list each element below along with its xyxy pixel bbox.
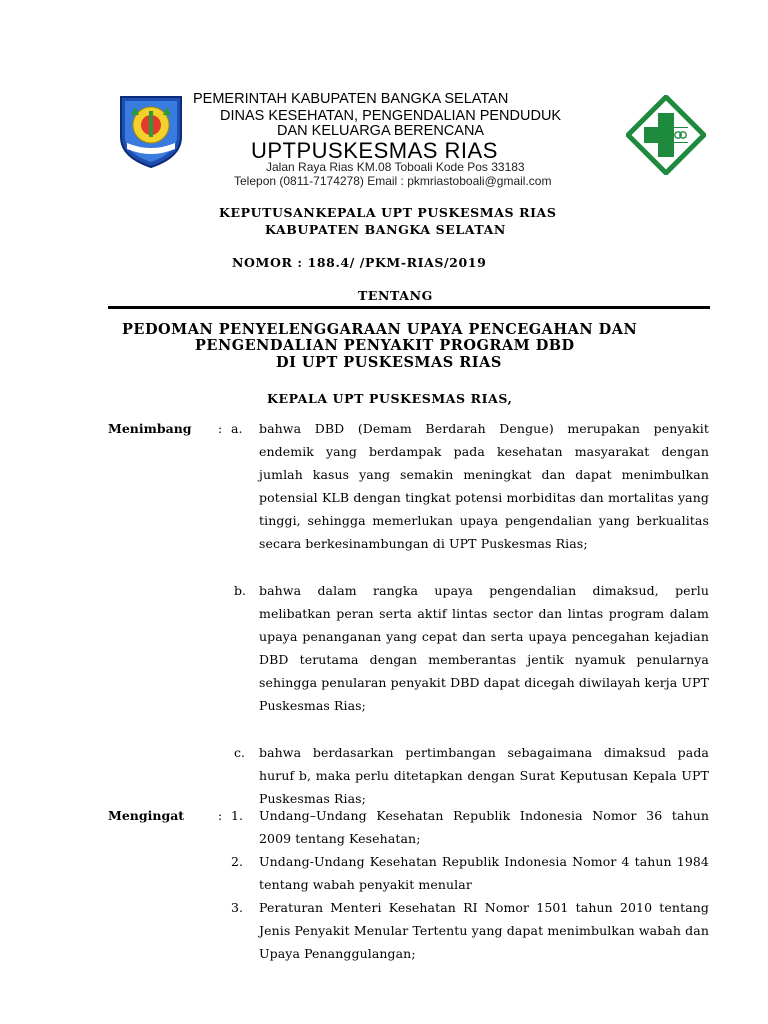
item-text: bahwa DBD (Demam Berdarah Dengue) merupakan penyakit endemik yang berdampak pada kesehatan masyarakat dengan jumlah kasus yang semakin meningkat dan dapat menimbulkan potensial KLB dengan tingkat potensi morbiditas dan mortalitas yang tinggi, sehingga memerlukan upaya pengendalian yang berkualitas secara berkesinambungan di UPT Puskesmas Rias; (259, 421, 709, 552)
decree-about: TENTANG (358, 288, 433, 303)
item-text: Undang–Undang Kesehatan Republik Indonesia Nomor 36 tahun 2009 tentang Kesehatan; (259, 808, 709, 847)
decree-heading-2: KABUPATEN BANGKA SELATAN (265, 222, 506, 237)
puskesmas-logo (626, 95, 706, 175)
item-marker: a. (231, 421, 243, 436)
item-text: bahwa berdasarkan pertimbangan sebagaimana dimaksud pada huruf b, maka perlu ditetapkan dengan Surat Keputusan Kepala UPT Puskesmas Rias; (259, 745, 709, 807)
item-marker: 3. (231, 900, 243, 915)
decree-number: NOMOR : 188.4/ /PKM-RIAS/2019 (232, 255, 487, 270)
address-line: Jalan Raya Rias KM.08 Toboali Kode Pos 33183 (266, 160, 525, 174)
item-text: Peraturan Menteri Kesehatan RI Nomor 1501 tahun 2010 tentang Jenis Penyakit Menular Tertentu yang dapat menimbulkan wabah dan Upaya Penanggulangan; (259, 900, 709, 962)
institution-name: UPTPUSKESMAS RIAS (251, 138, 498, 163)
title-line-2: PENGENDALIAN PENYAKIT PROGRAM DBD (195, 337, 575, 354)
item-marker: 2. (231, 854, 243, 869)
menimbang-colon: : (218, 421, 223, 436)
item-marker: b. (234, 583, 246, 598)
title-line-1: PEDOMAN PENYELENGGARAAN UPAYA PENCEGAHAN DAN (122, 321, 638, 338)
list-item (259, 579, 709, 718)
list-item (259, 850, 709, 896)
bangka-selatan-logo (113, 93, 189, 169)
item-marker: c. (234, 745, 245, 760)
gov-line-2: DINAS KESEHATAN, PENGENDALIAN PENDUDUK (220, 108, 562, 124)
puskesmas-cross-icon (626, 95, 706, 175)
list-item (259, 896, 709, 965)
list-item (259, 741, 709, 810)
item-text: bahwa dalam rangka upaya pengendalian dimaksud, perlu melibatkan peran serta aktif lintas sector dan lintas program dalam upaya penanganan yang cepat dan serta upaya pencegahan kejadian DBD terutama dengan memberantas jentik nyamuk penularnya sehingga penularan penyakit DBD dapat dicegah diwilayah kerja UPT Puskesmas Rias; (259, 583, 709, 714)
header-divider (108, 306, 710, 309)
regency-emblem-icon (113, 93, 189, 169)
item-text: Undang-Undang Kesehatan Republik Indonesia Nomor 4 tahun 1984 tentang wabah penyakit menular (259, 854, 709, 893)
gov-line-3: DAN KELUARGA BERENCANA (277, 123, 485, 139)
decree-heading-1: KEPUTUSANKEPALA UPT PUSKESMAS RIAS (219, 205, 557, 220)
list-item (259, 417, 709, 556)
contact-line: Telepon (0811-7174278) Email : pkmriastoboali@gmail.com (234, 174, 552, 188)
issuer-heading: KEPALA UPT PUSKESMAS RIAS, (267, 391, 513, 406)
item-marker: 1. (231, 808, 243, 823)
gov-line-1: PEMERINTAH KABUPATEN BANGKA SELATAN (193, 91, 509, 107)
list-item (259, 804, 709, 850)
title-line-3: DI UPT PUSKESMAS RIAS (276, 354, 502, 371)
section-label-menimbang: Menimbang (108, 421, 192, 436)
section-label-mengingat: Mengingat (108, 808, 185, 823)
mengingat-colon: : (218, 808, 223, 823)
